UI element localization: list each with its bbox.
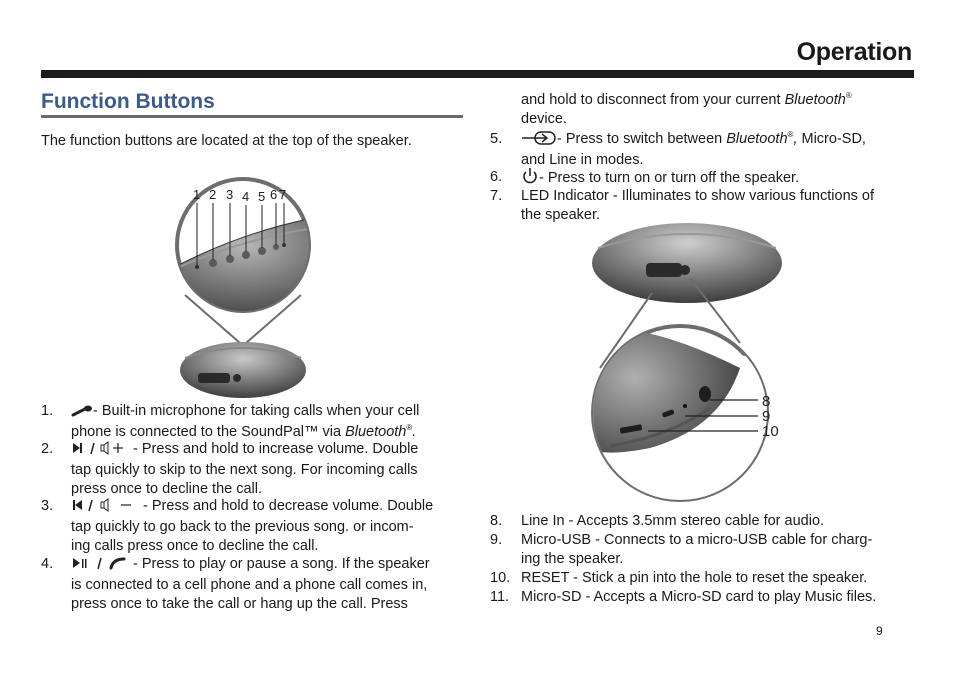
list-item-7: 7. LED Indicator - Illuminates to show various functions of the speaker.: [490, 188, 874, 223]
item-number: 8.: [490, 513, 503, 529]
list-item-5: 5. - Press to switch between Bluetooth®, Micro-SD, and Line in modes.: [490, 130, 866, 168]
item-number: 5.: [490, 131, 503, 147]
speaker-top-figure: [160, 175, 330, 405]
callout-9: 9: [762, 408, 771, 425]
speaker-ports-figure: [590, 218, 790, 508]
item-number: 4.: [41, 556, 54, 572]
intro-text: The function buttons are located at the top of the speaker.: [41, 133, 412, 149]
callout-4: 4: [242, 189, 250, 204]
list-item-3: 3. - Press and hold to decrease volume. Double tap quickly to go back to the previous song. or incom- ing calls press once to decline the call.: [41, 498, 434, 554]
list-item-2: 2. - Press and hold to increase volume. Double tap quickly to skip to the next song. For incoming calls press once to decline the call.: [41, 441, 419, 497]
callout-10: 10: [762, 423, 779, 440]
microphone-icon: [71, 404, 93, 423]
section-rule: [41, 115, 463, 118]
item-number: 9.: [490, 532, 503, 548]
list-item-10: 10. RESET - Stick a pin into the hole to reset the speaker.: [490, 570, 868, 586]
item-number: 6.: [490, 169, 503, 185]
page-title: Operation: [796, 38, 912, 66]
item-number: 3.: [41, 498, 54, 514]
header-rule: [41, 70, 914, 78]
item-number: 10.: [490, 570, 511, 586]
callout-5: 5: [258, 189, 266, 204]
play-pause-phone-icon: [71, 556, 129, 576]
list-item-9: 9. Micro-USB - Connects to a micro-USB cable for charg- ing the speaker.: [490, 532, 873, 567]
callout-7: 7: [279, 187, 287, 202]
callout-3: 3: [226, 187, 234, 202]
list-item-1: 1. - Built-in microphone for taking calls when your cell phone is connected to the SoundPal™ via Bluetooth®.: [41, 403, 420, 440]
previous-volume-down-icon: [71, 498, 139, 518]
callout-1: 1: [193, 187, 201, 202]
list-item-6: 6. - Press to turn on or turn off the speaker.: [490, 168, 920, 188]
next-volume-up-icon: [71, 441, 129, 461]
list-item-4: 4. - Press to play or pause a song. If the speaker is connected to a cell phone and a phone call comes in, press once to take the call or hang up the call. Press: [41, 556, 430, 612]
item-number: 7.: [490, 188, 503, 204]
callout-2: 2: [209, 187, 217, 202]
callout-8: 8: [762, 393, 771, 410]
callout-6: 6: [270, 187, 278, 202]
item-number: 11.: [490, 589, 510, 605]
section-title: Function Buttons: [41, 90, 215, 113]
item-number: 1.: [41, 403, 54, 419]
mode-switch-icon: [521, 131, 557, 151]
continued-text: and hold to disconnect from your current Bluetooth® device.: [521, 91, 852, 127]
item-number: 2.: [41, 441, 54, 457]
list-item-11: 11. Micro-SD - Accepts a Micro-SD card to play Music files.: [490, 589, 877, 605]
list-item-8: 8. Line In - Accepts 3.5mm stereo cable for audio.: [490, 513, 825, 529]
page-number: 9: [876, 624, 883, 638]
